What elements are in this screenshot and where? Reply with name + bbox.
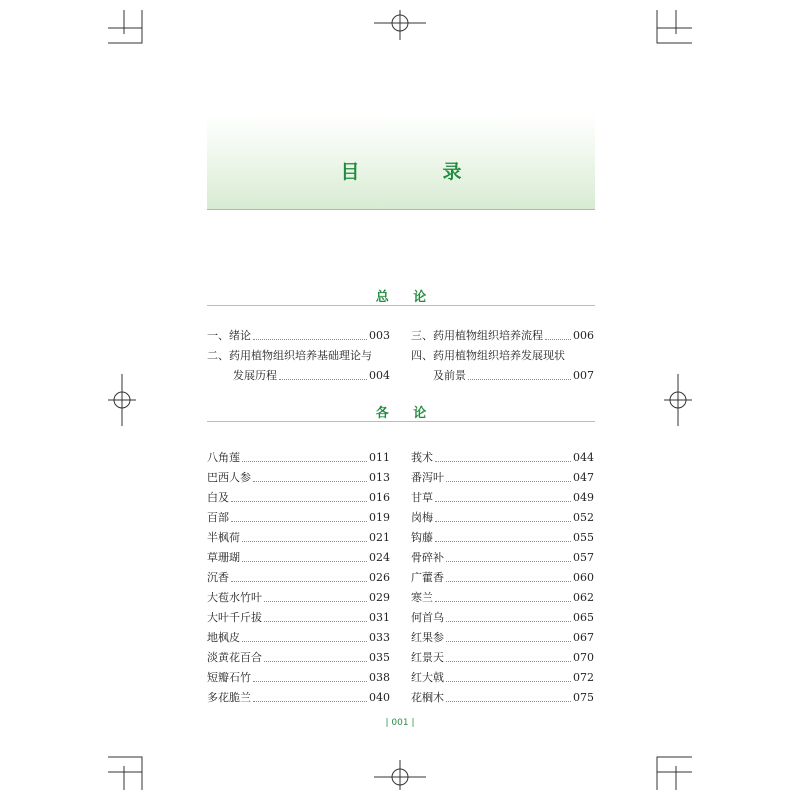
toc-entry[interactable] (207, 671, 390, 685)
toc-entry[interactable] (411, 329, 594, 343)
leader-dots (468, 379, 571, 380)
toc-entry-label: 巴西人参 (207, 471, 251, 484)
toc-entry[interactable] (207, 451, 390, 465)
toc-entry[interactable] (207, 511, 390, 525)
toc-entry-label: 白及 (207, 491, 229, 504)
toc-entry-label: 百部 (207, 511, 229, 524)
toc-entry[interactable] (207, 471, 390, 485)
toc-entry-label: 花榈木 (411, 691, 444, 704)
leader-dots (231, 521, 367, 522)
leader-dots (253, 481, 367, 482)
toc-entry-label: 草珊瑚 (207, 551, 240, 564)
toc-entry-label: 大叶千斤拔 (207, 611, 262, 624)
toc-entry-page: 013 (369, 471, 390, 484)
toc-entry-page: 038 (369, 671, 390, 684)
toc-entry-page: 052 (573, 511, 594, 524)
toc-entry-page: 021 (369, 531, 390, 544)
toc-entry[interactable] (411, 651, 594, 665)
leader-dots (446, 581, 571, 582)
toc-entry[interactable] (411, 691, 594, 705)
page-number: | 001 | (385, 718, 415, 728)
leader-dots (446, 701, 571, 702)
toc-entry-page: 049 (573, 491, 594, 504)
toc-entry-label: 半枫荷 (207, 531, 240, 544)
leader-dots (264, 621, 367, 622)
title-band (207, 114, 595, 210)
toc-entry-page: 029 (369, 591, 390, 604)
toc-entry-label: 红果参 (411, 631, 444, 644)
toc-entry-page: 072 (573, 671, 594, 684)
toc-entry[interactable] (411, 571, 594, 585)
toc-entry-page: 006 (573, 329, 594, 342)
toc-entry[interactable] (207, 691, 390, 705)
toc-entry-page: 040 (369, 691, 390, 704)
toc-entry-label: 地枫皮 (207, 631, 240, 644)
toc-entry-page: 075 (573, 691, 594, 704)
section-general-title: 总 论 (375, 290, 437, 305)
leader-dots (435, 521, 571, 522)
toc-entry[interactable] (207, 551, 390, 565)
page-title: 目 录 (340, 161, 494, 183)
toc-entry-label: 多花脆兰 (207, 691, 251, 704)
toc-entry-page: 033 (369, 631, 390, 644)
toc-entry-label: 三、药用植物组织培养流程 (411, 329, 543, 342)
toc-entry[interactable] (411, 531, 594, 545)
toc-entry-label: 淡黄花百合 (207, 651, 262, 664)
toc-entry-page: 065 (573, 611, 594, 624)
leader-dots (446, 561, 571, 562)
leader-dots (446, 681, 571, 682)
toc-entry[interactable] (411, 551, 594, 565)
leader-dots (253, 701, 367, 702)
leader-dots (446, 621, 571, 622)
toc-entry-label: 广藿香 (411, 571, 444, 584)
toc-entry[interactable] (207, 329, 390, 343)
toc-entry[interactable] (411, 611, 594, 625)
leader-dots (231, 581, 367, 582)
toc-entry-page: 044 (573, 451, 594, 464)
toc-entry-label[interactable]: 二、药用植物组织培养基础理论与 (207, 349, 372, 362)
toc-entry-label: 沉香 (207, 571, 229, 584)
toc-entry-page: 007 (573, 369, 594, 382)
leader-dots (242, 641, 367, 642)
leader-dots (242, 461, 367, 462)
toc-entry-label: 骨碎补 (411, 551, 444, 564)
toc-entry-page: 026 (369, 571, 390, 584)
toc-entry[interactable] (233, 369, 390, 383)
toc-entry[interactable] (411, 591, 594, 605)
toc-entry-page: 067 (573, 631, 594, 644)
toc-entry-label: 番泻叶 (411, 471, 444, 484)
section-divider (207, 421, 595, 422)
toc-entry-page: 011 (369, 451, 390, 464)
toc-entry-page: 019 (369, 511, 390, 524)
crop-mark-top-right (657, 10, 692, 43)
toc-entry-label: 莪术 (411, 451, 433, 464)
section-specific-heading (207, 402, 595, 422)
toc-entry-label: 及前景 (433, 369, 466, 382)
toc-entry-page: 057 (573, 551, 594, 564)
leader-dots (264, 661, 367, 662)
leader-dots (435, 501, 571, 502)
leader-dots (446, 661, 571, 662)
toc-entry[interactable] (207, 631, 390, 645)
toc-entry[interactable] (207, 491, 390, 505)
toc-entry-label: 短瓣石竹 (207, 671, 251, 684)
leader-dots (446, 641, 571, 642)
toc-entry[interactable] (433, 369, 594, 383)
toc-entry-page: 035 (369, 651, 390, 664)
toc-entry[interactable] (207, 531, 390, 545)
toc-entry-page: 031 (369, 611, 390, 624)
toc-entry-label: 大苞水竹叶 (207, 591, 262, 604)
leader-dots (435, 461, 571, 462)
leader-dots (446, 481, 571, 482)
crop-mark-bottom-right (657, 757, 692, 790)
toc-entry-label: 岗梅 (411, 511, 433, 524)
toc-entry[interactable] (411, 511, 594, 525)
toc-entry-page: 004 (369, 369, 390, 382)
target-mark-bottom (374, 760, 426, 790)
toc-entry-page: 055 (573, 531, 594, 544)
leader-dots (253, 339, 367, 340)
toc-entry[interactable] (207, 571, 390, 585)
toc-entry-page: 024 (369, 551, 390, 564)
leader-dots (279, 379, 367, 380)
leader-dots (545, 339, 571, 340)
toc-entry-label: 寒兰 (411, 591, 433, 604)
leader-dots (231, 501, 367, 502)
toc-entry-label[interactable]: 四、药用植物组织培养发展现状 (411, 349, 565, 362)
target-mark-left (108, 374, 136, 426)
target-mark-top (374, 10, 426, 40)
crop-mark-bottom-left (108, 757, 142, 790)
toc-entry-label: 发展历程 (233, 369, 277, 382)
leader-dots (435, 601, 571, 602)
toc-entry-label: 八角莲 (207, 451, 240, 464)
leader-dots (242, 561, 367, 562)
toc-entry[interactable] (207, 651, 390, 665)
toc-entry-label: 红大戟 (411, 671, 444, 684)
toc-entry[interactable] (411, 491, 594, 505)
crop-mark-top-left (108, 10, 142, 43)
leader-dots (264, 601, 367, 602)
section-divider (207, 305, 595, 306)
toc-entry[interactable] (411, 671, 594, 685)
toc-entry-label: 红景天 (411, 651, 444, 664)
toc-entry-page: 060 (573, 571, 594, 584)
toc-entry[interactable] (411, 631, 594, 645)
leader-dots (435, 541, 571, 542)
section-general-heading (207, 286, 595, 306)
toc-entry-page: 016 (369, 491, 390, 504)
toc-entry-label: 一、绪论 (207, 329, 251, 342)
toc-entry-label: 何首乌 (411, 611, 444, 624)
toc-entry-page: 047 (573, 471, 594, 484)
toc-entry-label: 钩藤 (411, 531, 433, 544)
leader-dots (242, 541, 367, 542)
toc-entry-page: 003 (369, 329, 390, 342)
toc-entry[interactable] (207, 611, 390, 625)
section-specific-title: 各 论 (375, 406, 437, 421)
toc-entry-page: 070 (573, 651, 594, 664)
toc-entry-label: 甘草 (411, 491, 433, 504)
toc-entry[interactable] (207, 591, 390, 605)
toc-entry[interactable] (411, 471, 594, 485)
toc-entry-page: 062 (573, 591, 594, 604)
target-mark-right (664, 374, 692, 426)
leader-dots (253, 681, 367, 682)
toc-entry[interactable] (411, 451, 594, 465)
